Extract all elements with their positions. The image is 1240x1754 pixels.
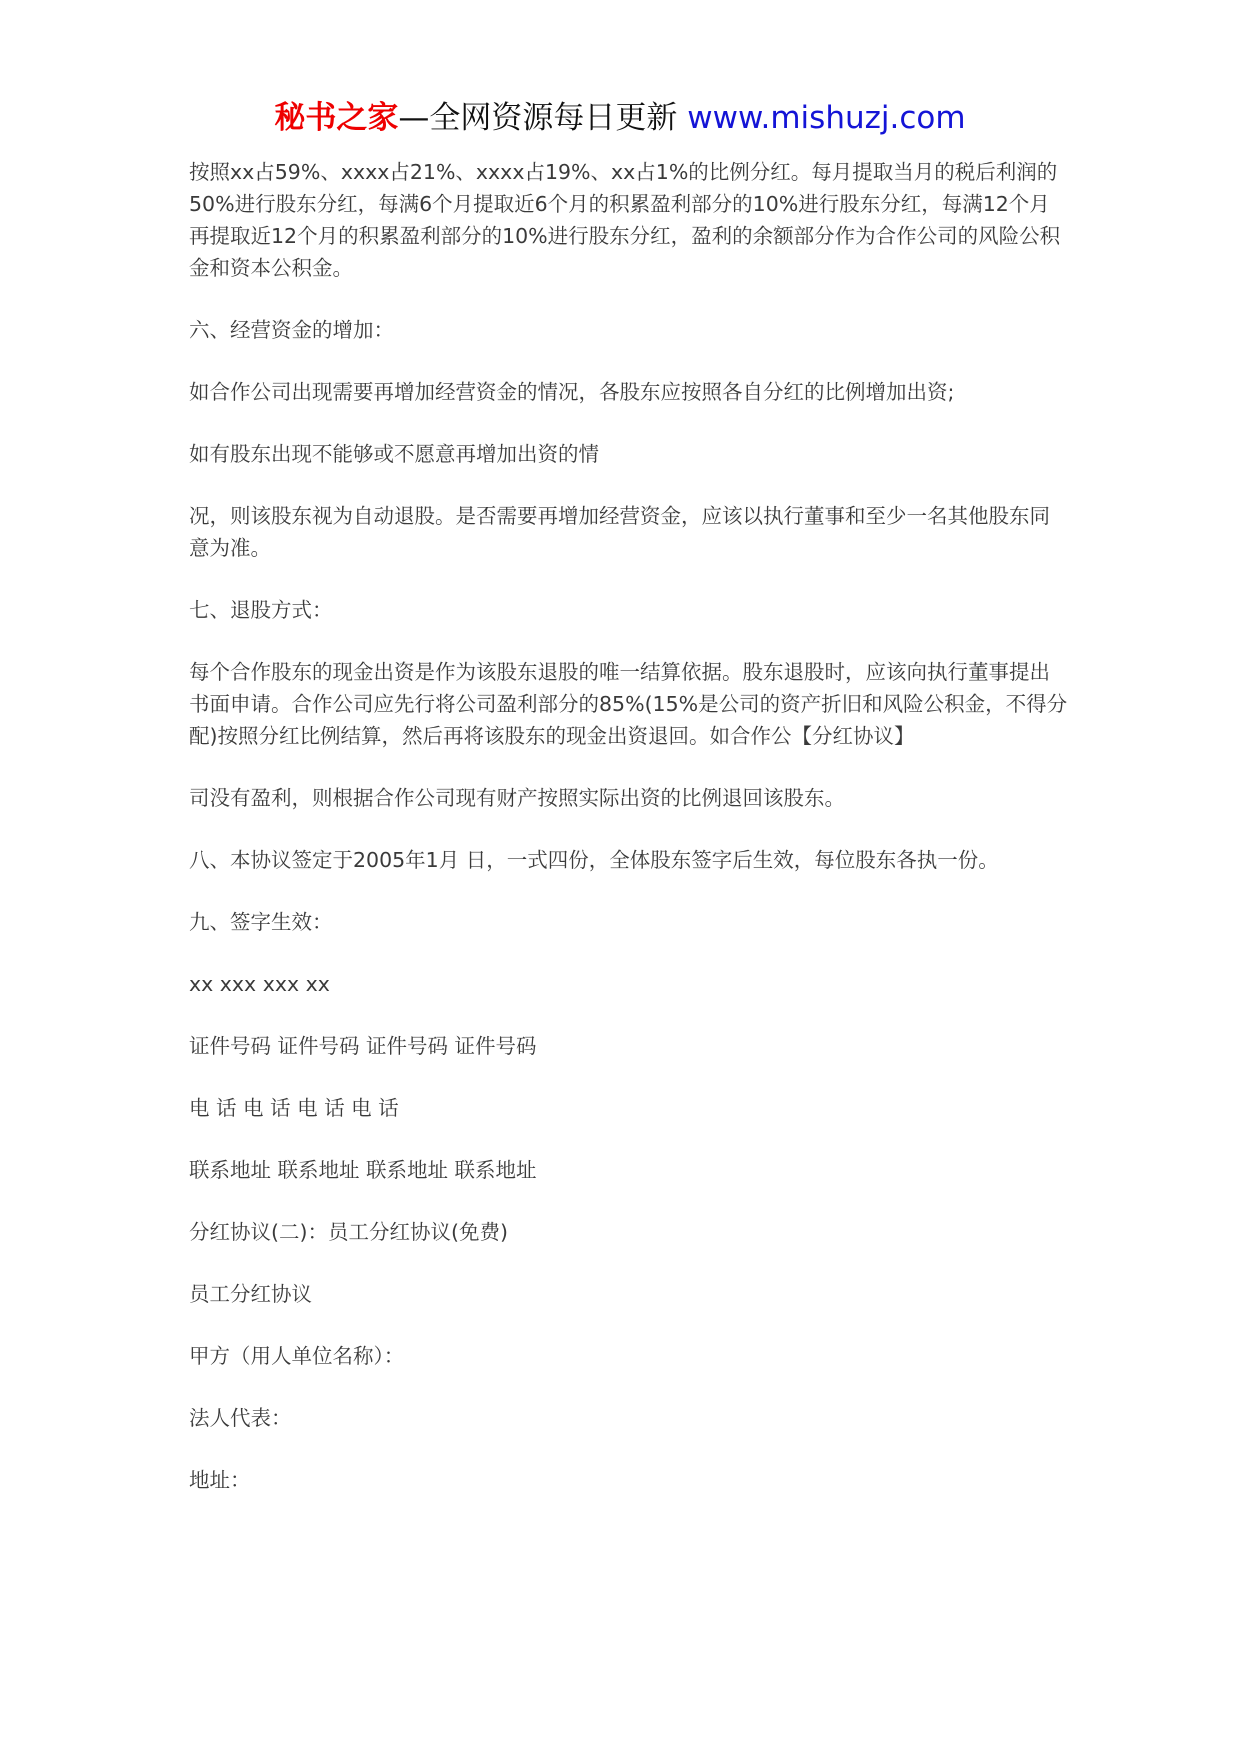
paragraph-withdrawal: 每个合作股东的现金出资是作为该股东退股的唯一结算依据。股东退股时，应该向执行董事提出书面申请。合作公司应先行将公司盈利部分的85%(15%是公司的资产折旧和风险公积金，不得分配)按照分红比例结算，然后再将该股东的现金出资退回。如合作公【分红协议】 bbox=[189, 660, 1068, 748]
site-url-link[interactable]: www.mishuzj.com bbox=[687, 100, 966, 136]
section-heading-withdrawal: 七、退股方式： bbox=[189, 598, 333, 622]
paragraph-signing-date: 八、本协议签定于2005年1月 日，一式四份，全体股东签字后生效，每位股东各执一份。 bbox=[189, 848, 999, 872]
page-header bbox=[0, 98, 1240, 138]
signature-names: xx xxx xxx xx bbox=[189, 972, 330, 996]
paragraph-dividend-ratio: 按照xx占59%、xxxx占21%、xxxx占19%、xx占1%的比例分红。每月提取当月的税后利润的50%进行股东分红，每满6个月提取近6个月的积累盈利部分的10%进行股东分红，每满12个月再提取近12个月的积累盈利部分的10%进行股东分红，盈利的余额部分作为合作公司的风险公积金和资本公积金。 bbox=[189, 160, 1061, 280]
site-tagline: —全网资源每日更新 bbox=[398, 100, 688, 136]
section-heading-capital-increase: 六、经营资金的增加： bbox=[189, 318, 394, 342]
paragraph-capital-increase: 如合作公司出现需要再增加经营资金的情况，各股东应按照各自分红的比例增加出资; bbox=[189, 380, 955, 404]
document-title-employee-dividend: 分红协议(二)：员工分红协议(免费) bbox=[189, 1220, 508, 1244]
address-label: 地址： bbox=[189, 1468, 251, 1492]
signature-addresses: 联系地址 联系地址 联系地址 联系地址 bbox=[189, 1158, 537, 1182]
paragraph-capital-refusal-start: 如有股东出现不能够或不愿意再增加出资的情 bbox=[189, 442, 599, 466]
signature-id-numbers: 证件号码 证件号码 证件号码 证件号码 bbox=[189, 1034, 537, 1058]
signature-phones: 电 话 电 话 电 话 电 话 bbox=[189, 1096, 399, 1120]
site-brand: 秘书之家 bbox=[274, 100, 399, 136]
party-a-label: 甲方（用人单位名称）： bbox=[189, 1344, 405, 1368]
agreement-title: 员工分红协议 bbox=[189, 1282, 312, 1306]
section-heading-signature: 九、签字生效： bbox=[189, 910, 333, 934]
paragraph-capital-refusal-end: 况，则该股东视为自动退股。是否需要再增加经营资金，应该以执行董事和至少一名其他股东同意为准。 bbox=[189, 504, 1050, 560]
legal-representative-label: 法人代表： bbox=[189, 1406, 292, 1430]
paragraph-withdrawal-no-profit: 司没有盈利，则根据合作公司现有财产按照实际出资的比例退回该股东。 bbox=[189, 786, 845, 810]
document-body bbox=[189, 156, 1069, 1526]
